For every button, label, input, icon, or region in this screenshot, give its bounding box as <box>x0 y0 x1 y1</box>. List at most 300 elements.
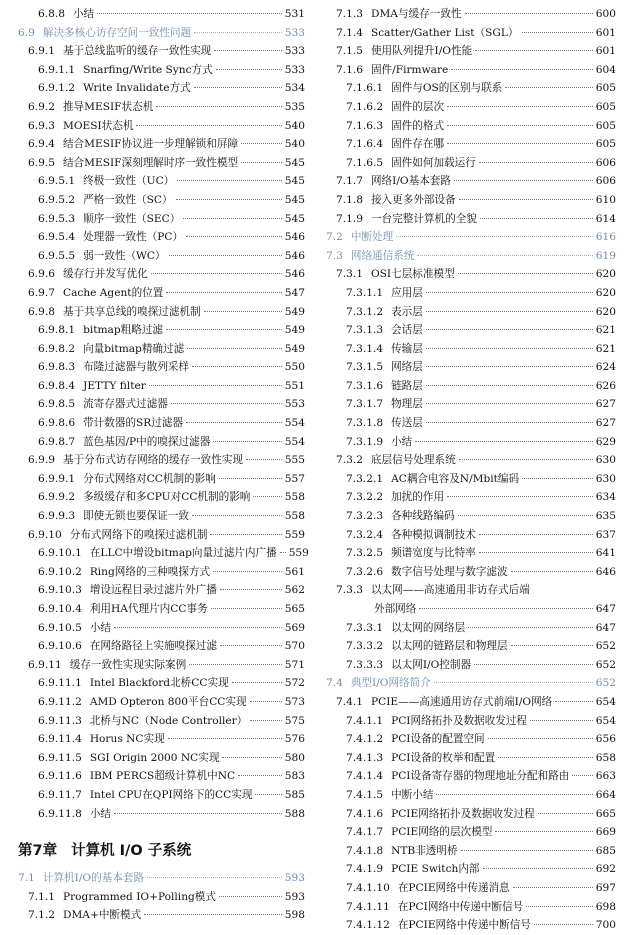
toc-entry[interactable] <box>326 117 616 136</box>
entry-page-number: 571 <box>284 658 305 671</box>
entry-number: 6.9.8.7 <box>38 435 76 448</box>
toc-entry[interactable] <box>326 730 616 749</box>
dot-leader <box>479 162 593 163</box>
toc-entry[interactable] <box>18 228 305 247</box>
dot-leader <box>417 255 592 256</box>
entry-page-number: 551 <box>284 379 305 392</box>
entry-number: 7.1.6.4 <box>346 138 384 151</box>
dot-leader <box>461 850 593 851</box>
toc-entry[interactable] <box>326 898 616 917</box>
dot-leader <box>458 273 593 274</box>
entry-title: 即使无锁也要保证一致 <box>83 510 190 523</box>
entry-title: 固件存在哪 <box>391 138 445 151</box>
toc-entry[interactable] <box>326 42 616 61</box>
entry-number: 7.3.2.5 <box>346 547 384 560</box>
entry-number: 6.9.11.7 <box>38 788 82 801</box>
entry-page-number: 555 <box>284 454 305 467</box>
entry-number: 7.3.3.3 <box>346 658 384 671</box>
dot-leader <box>498 757 593 758</box>
entry-number: 7.1.9 <box>336 212 363 225</box>
dot-leader <box>426 348 593 349</box>
entry-title: 结合MESIF协议进一步理解锁和屏障 <box>62 138 239 151</box>
entry-title: Snarfing/Write Sync方式 <box>83 63 213 76</box>
entry-page-number: 601 <box>595 26 616 39</box>
dot-leader <box>534 924 593 925</box>
entry-title: 北桥与NC（Node Controller） <box>89 714 248 727</box>
entry-title: PCI设备寄存器的物理地址分配和路由 <box>391 770 570 783</box>
entry-number: 7.3.1 <box>336 268 363 281</box>
entry-page-number: 558 <box>284 491 305 504</box>
entry-title: DMA+中断模式 <box>62 909 142 922</box>
entry-title: AMD Opteron 800平台CC实现 <box>89 695 247 708</box>
entry-page-number: 572 <box>284 677 305 690</box>
entry-title: 小结 <box>89 807 111 820</box>
dot-leader <box>522 478 593 479</box>
dot-leader <box>241 162 282 163</box>
entry-number: 6.9.11.6 <box>38 770 82 783</box>
toc-entry[interactable] <box>18 284 305 303</box>
toc-entry[interactable] <box>18 172 305 191</box>
entry-page-number: 588 <box>284 807 305 820</box>
entry-number: 7.3.2 <box>336 454 363 467</box>
chapter-number: 第7章 <box>18 842 58 859</box>
toc-entry[interactable] <box>326 842 616 861</box>
toc-entry[interactable] <box>18 5 305 24</box>
entry-page-number: 545 <box>284 156 305 169</box>
entry-number: 6.9.11.1 <box>38 677 82 690</box>
entry-title: 结合MESIF深刻理解时序一致性模型 <box>62 156 239 169</box>
toc-entry[interactable] <box>18 377 305 396</box>
toc-entry[interactable] <box>18 563 305 582</box>
toc-entry[interactable] <box>18 210 305 229</box>
dot-leader <box>513 887 593 888</box>
chapter-title: 计算机 I/O 子系统 <box>71 842 192 859</box>
dot-leader <box>97 13 282 14</box>
entry-page-number: 547 <box>284 286 305 299</box>
entry-page-number: 559 <box>288 547 309 560</box>
entry-title: 各种模拟调制技术 <box>391 528 476 541</box>
dot-leader <box>419 608 592 609</box>
toc-entry[interactable] <box>326 879 616 898</box>
entry-number: 7.4.1 <box>336 695 363 708</box>
toc-entry[interactable] <box>326 767 616 786</box>
entry-title: bitmap粗略过滤 <box>83 324 164 337</box>
toc-entry[interactable] <box>326 526 616 545</box>
toc-entry[interactable] <box>326 786 616 805</box>
dot-leader <box>192 515 282 516</box>
toc-entry[interactable] <box>326 321 616 340</box>
toc-entry[interactable] <box>18 24 305 43</box>
toc-entry[interactable] <box>18 712 305 731</box>
entry-page-number: 616 <box>595 231 616 244</box>
entry-number: 6.9 <box>18 26 35 39</box>
toc-entry[interactable] <box>18 265 305 284</box>
toc-entry[interactable] <box>326 693 616 712</box>
entry-page-number: 604 <box>595 63 616 76</box>
entry-number: 6.9.11.2 <box>38 695 82 708</box>
entry-title: 缓存一致性实现实际案例 <box>69 658 187 671</box>
entry-number: 6.9.8 <box>28 305 55 318</box>
entry-number: 6.8.8 <box>38 8 65 20</box>
entry-number: 7.4.1.8 <box>346 844 384 857</box>
entry-page-number: 545 <box>284 212 305 225</box>
entry-page-number: 557 <box>284 472 305 485</box>
entry-page-number: 627 <box>595 417 616 430</box>
entry-title: 终极一致性（UC） <box>83 175 175 188</box>
toc-entry[interactable] <box>326 712 616 731</box>
toc-entry[interactable] <box>18 888 305 907</box>
dot-leader <box>447 496 593 497</box>
entry-title: 基于总线监听的缓存一致性实现 <box>62 45 212 58</box>
entry-title: 在PCI网络中传递中断信号 <box>397 900 524 913</box>
toc-entry[interactable] <box>326 470 616 489</box>
entry-page-number: 561 <box>284 565 305 578</box>
entry-number: 7.1.6 <box>336 63 363 76</box>
dot-leader <box>426 311 593 312</box>
entry-page-number: 605 <box>595 138 616 151</box>
entry-page-number: 641 <box>595 547 616 560</box>
entry-page-number: 605 <box>595 82 616 95</box>
entry-page-number: 575 <box>284 714 305 727</box>
entry-number: 6.9.11 <box>28 658 62 671</box>
dot-leader <box>250 701 282 702</box>
dot-leader <box>255 794 281 795</box>
dot-leader <box>511 645 593 646</box>
dot-leader <box>451 69 592 70</box>
entry-title: DMA与缓存一致性 <box>370 8 462 20</box>
entry-title: 在PCIE网络中传递中断信号 <box>397 919 531 932</box>
entry-number: 7.3.1.8 <box>346 417 384 430</box>
entry-page-number: 647 <box>595 621 616 634</box>
toc-entry[interactable] <box>326 24 616 43</box>
toc-entry-continuation <box>326 600 616 619</box>
toc-left-column <box>18 5 309 925</box>
dot-leader <box>213 571 282 572</box>
toc-entry[interactable] <box>18 135 305 154</box>
toc-entry[interactable] <box>18 340 305 359</box>
toc-entry[interactable] <box>326 358 616 377</box>
dot-leader <box>166 292 281 293</box>
entry-title: Scatter/Gather List（SGL） <box>370 26 519 39</box>
entry-title: 向量bitmap精确过滤 <box>83 342 185 355</box>
toc-entry[interactable] <box>326 581 616 600</box>
toc-entry[interactable] <box>326 61 616 80</box>
entry-title: 分布式网络下的嗅探过滤机制 <box>69 528 208 541</box>
entry-title: 固件与OS的区别与联系 <box>391 82 503 95</box>
toc-entry[interactable] <box>18 656 305 675</box>
toc-entry[interactable] <box>326 172 616 191</box>
entry-number: 7.4.1.11 <box>346 900 390 913</box>
toc-entry[interactable] <box>326 247 616 266</box>
entry-number: 7.4.1.2 <box>346 733 384 746</box>
entry-page-number: 634 <box>595 491 616 504</box>
entry-number: 6.9.5.2 <box>38 193 76 206</box>
toc-entry[interactable] <box>326 377 616 396</box>
dot-leader <box>459 459 593 460</box>
dot-leader <box>171 403 282 404</box>
entry-page-number: 647 <box>595 603 616 615</box>
entry-number: 7.1.3 <box>336 8 363 20</box>
toc-entry[interactable] <box>18 488 305 507</box>
entry-title: 增设远程目录过滤片外广播 <box>89 584 217 597</box>
toc-entry[interactable] <box>326 823 616 842</box>
entry-title: 加扰的作用 <box>391 491 445 504</box>
toc-entry[interactable] <box>18 767 305 786</box>
entry-page-number: 700 <box>595 919 616 932</box>
entry-title: 典型I/O网络简介 <box>350 677 431 690</box>
entry-number: 7.3.1.5 <box>346 361 384 374</box>
entry-page-number: 629 <box>595 435 616 448</box>
toc-entry[interactable] <box>18 414 305 433</box>
toc-entry[interactable] <box>326 544 616 563</box>
toc-entry[interactable] <box>18 470 305 489</box>
entry-title: 网络I/O基本套路 <box>370 175 451 188</box>
entry-number: 6.9.9.2 <box>38 491 76 504</box>
entry-number: 6.9.8.4 <box>38 379 76 392</box>
entry-title: 物理层 <box>391 398 423 411</box>
entry-number: 7.4 <box>326 677 343 690</box>
entry-page-number: 606 <box>595 156 616 169</box>
entry-title: Intel Blackford北桥CC实现 <box>89 677 229 690</box>
toc-entry[interactable] <box>326 154 616 173</box>
entry-number: 6.9.9.1 <box>38 472 76 485</box>
toc-entry[interactable] <box>18 395 305 414</box>
toc-entry[interactable] <box>326 507 616 526</box>
toc-entry[interactable] <box>18 433 305 452</box>
entry-title: MOESI状态机 <box>62 119 134 132</box>
toc-entry[interactable] <box>18 906 305 925</box>
toc-entry[interactable] <box>18 581 305 600</box>
toc-entry[interactable] <box>326 656 616 675</box>
entry-number: 7.4.1.4 <box>346 770 384 783</box>
dot-leader <box>253 496 281 497</box>
entry-page-number: 601 <box>595 45 616 58</box>
toc-entry[interactable] <box>18 637 305 656</box>
toc-entry[interactable] <box>326 191 616 210</box>
dot-leader <box>459 199 593 200</box>
entry-page-number: 535 <box>284 100 305 113</box>
toc-entry[interactable] <box>18 358 305 377</box>
entry-number: 7.4.1.5 <box>346 788 384 801</box>
dot-leader <box>183 218 281 219</box>
toc-entry[interactable] <box>18 117 305 136</box>
dot-leader <box>488 738 593 739</box>
entry-page-number: 605 <box>595 119 616 132</box>
toc-entry[interactable] <box>18 674 305 693</box>
toc-entry[interactable] <box>326 451 616 470</box>
toc-entry[interactable] <box>18 619 305 638</box>
entry-page-number: 546 <box>284 249 305 262</box>
entry-title: 在网络路径上实施嗅探过滤 <box>89 640 217 653</box>
entry-title: 以太网——高速通用非访存式后端 <box>370 584 530 597</box>
entry-title: 推导MESIF状态机 <box>62 100 154 113</box>
dot-leader <box>505 87 592 88</box>
entry-title: 在LLC中增设bitmap向量过滤片内广播 <box>89 547 277 560</box>
dot-leader <box>187 348 282 349</box>
toc-entry[interactable] <box>18 321 305 340</box>
entry-number: 7.3.3 <box>336 584 363 597</box>
entry-number: 6.9.10.5 <box>38 621 82 634</box>
entry-page-number: 698 <box>595 900 616 913</box>
entry-page-number: 620 <box>595 268 616 281</box>
toc-entry[interactable] <box>326 135 616 154</box>
toc-entry[interactable] <box>326 265 616 284</box>
toc-entry[interactable] <box>18 61 305 80</box>
toc-entry[interactable] <box>326 303 616 322</box>
toc-entry[interactable] <box>18 42 305 61</box>
entry-title: PCIE Switch内部 <box>391 863 480 876</box>
toc-entry[interactable] <box>18 154 305 173</box>
entry-title: 中断小结 <box>391 788 434 801</box>
entry-number: 7.3.1.4 <box>346 342 384 355</box>
toc-entry[interactable] <box>326 637 616 656</box>
entry-page-number: 652 <box>595 658 616 671</box>
dot-leader <box>220 645 282 646</box>
toc-entry[interactable] <box>18 507 305 526</box>
entry-number: 7.2 <box>326 231 343 244</box>
entry-title: 流寄存器式过滤器 <box>83 398 168 411</box>
entry-page-number: 620 <box>595 286 616 299</box>
entry-title: 传输层 <box>391 342 423 355</box>
toc-entry[interactable] <box>18 451 305 470</box>
entry-title: 固件的格式 <box>391 119 445 132</box>
entry-page-number: 583 <box>284 770 305 783</box>
toc-entry[interactable] <box>18 805 305 824</box>
entry-title: 数字信号处理与数字滤波 <box>391 565 508 578</box>
entry-page-number: 534 <box>284 82 305 95</box>
entry-title: SGI Origin 2000 NC实现 <box>89 751 220 764</box>
dot-leader <box>222 757 281 758</box>
dot-leader <box>114 813 282 814</box>
entry-title: 缓存行并发写优化 <box>62 268 148 281</box>
toc-entry[interactable] <box>326 98 616 117</box>
entry-page-number: 626 <box>595 379 616 392</box>
entry-number: 7.1.6.3 <box>346 119 384 132</box>
toc-entry[interactable] <box>18 191 305 210</box>
toc-entry[interactable] <box>326 674 616 693</box>
toc-entry[interactable] <box>18 526 305 545</box>
toc-entry[interactable] <box>18 247 305 266</box>
toc-entry[interactable] <box>18 544 309 563</box>
toc-entry[interactable] <box>326 340 616 359</box>
toc-entry[interactable] <box>326 395 616 414</box>
entry-number: 7.4.1.10 <box>346 881 390 894</box>
entry-page-number: 562 <box>284 584 305 597</box>
dot-leader <box>479 552 593 553</box>
toc-entry[interactable] <box>326 916 616 935</box>
dot-leader <box>479 534 593 535</box>
dot-leader <box>495 831 592 832</box>
entry-title: PCI设备的配置空间 <box>391 733 485 746</box>
toc-entry[interactable] <box>326 228 616 247</box>
toc-entry[interactable] <box>18 693 305 712</box>
toc-entry[interactable] <box>18 79 305 98</box>
toc-entry[interactable] <box>326 79 616 98</box>
dot-leader <box>166 329 282 330</box>
toc-entry[interactable] <box>18 786 305 805</box>
entry-title: Intel CPU在QPI网络下的CC实现 <box>89 788 253 801</box>
toc-entry[interactable] <box>326 414 616 433</box>
entry-number: 7.4.1.9 <box>346 863 384 876</box>
entry-page-number: 692 <box>595 863 616 876</box>
toc-entry[interactable] <box>18 303 305 322</box>
entry-title: Ring网络的三种嗅探方式 <box>89 565 211 578</box>
entry-page-number: 637 <box>595 528 616 541</box>
dot-leader <box>480 218 593 219</box>
entry-page-number: 545 <box>284 193 305 206</box>
entry-number: 6.9.1.2 <box>38 82 76 95</box>
entry-number: 7.1.2 <box>28 909 55 922</box>
toc-entry[interactable] <box>326 488 616 507</box>
entry-title: Cache Agent的位置 <box>62 286 164 299</box>
toc-entry[interactable] <box>326 210 616 229</box>
toc-entry[interactable] <box>326 749 616 768</box>
entry-page-number: 545 <box>284 175 305 188</box>
entry-title: PCI设备的枚举和配置 <box>391 751 496 764</box>
entry-number: 6.9.8.3 <box>38 361 76 374</box>
entry-number: 7.4.1.1 <box>346 714 384 727</box>
entry-title: PCIE网络的层次模型 <box>391 826 493 839</box>
entry-title: PCIE——高速通用访存式前端I/O网络 <box>370 695 553 708</box>
dot-leader <box>396 236 593 237</box>
toc-entry[interactable] <box>18 749 305 768</box>
entry-number: 6.9.10.4 <box>38 603 82 615</box>
entry-title: 顺序一致性（SEC） <box>83 212 181 225</box>
entry-title: 基于分布式访存网络的缓存一致性实现 <box>62 454 244 467</box>
toc-entry[interactable] <box>326 563 616 582</box>
dot-leader <box>186 236 282 237</box>
entry-number: 6.9.10.6 <box>38 640 82 653</box>
entry-page-number: 533 <box>284 26 305 39</box>
toc-left-entries-after <box>18 869 305 925</box>
entry-title: 网络通信系统 <box>350 249 415 262</box>
entry-page-number: 614 <box>595 212 616 225</box>
chapter-heading <box>18 829 305 869</box>
dot-leader <box>176 199 282 200</box>
entry-number: 7.1.5 <box>336 45 363 58</box>
entry-title: PCI网络拓扑及数据收发过程 <box>391 714 528 727</box>
toc-entry[interactable] <box>18 730 305 749</box>
entry-number: 6.9.10.1 <box>38 547 82 560</box>
toc-entry[interactable] <box>326 860 616 879</box>
toc-entry[interactable] <box>326 5 616 24</box>
toc-right-column <box>326 5 616 935</box>
dot-leader <box>151 273 282 274</box>
entry-number: 7.1.7 <box>336 175 363 188</box>
entry-title: 利用HA代理片内CC事务 <box>89 603 208 615</box>
entry-page-number: 658 <box>595 751 616 764</box>
dot-leader <box>210 534 281 535</box>
entry-page-number: 553 <box>284 398 305 411</box>
entry-page-number: 585 <box>284 788 305 801</box>
toc-entry[interactable] <box>326 805 616 824</box>
dot-leader <box>232 682 282 683</box>
toc-entry[interactable] <box>326 284 616 303</box>
toc-entry[interactable] <box>326 433 616 452</box>
entry-page-number: 654 <box>595 714 616 727</box>
toc-entry[interactable] <box>18 869 305 888</box>
entry-page-number: 573 <box>284 695 305 708</box>
toc-left-entries <box>18 5 309 823</box>
entry-title: 分布式网络对CC机制的影响 <box>83 472 216 485</box>
entry-page-number: 550 <box>284 361 305 374</box>
dot-leader <box>211 608 282 609</box>
toc-entry[interactable] <box>18 600 305 619</box>
entry-page-number: 663 <box>595 770 616 783</box>
toc-entry[interactable] <box>326 619 616 638</box>
toc-entry[interactable] <box>18 98 305 117</box>
entry-number: 7.3.2.2 <box>346 491 384 504</box>
